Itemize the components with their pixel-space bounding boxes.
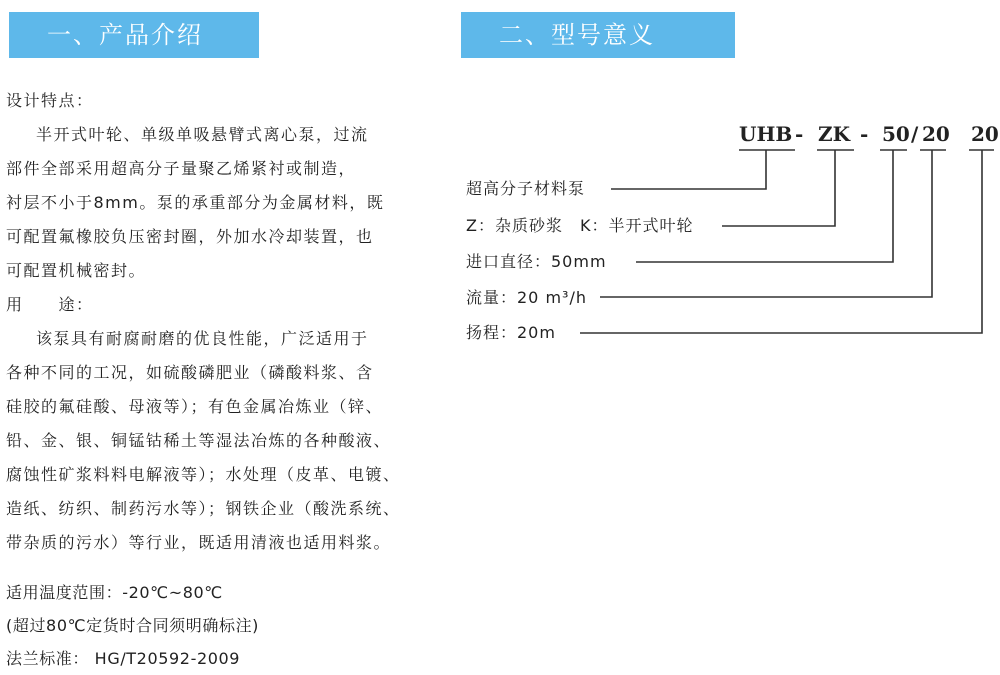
design-heading: 设计特点：	[6, 91, 94, 110]
code-flow: 20	[922, 122, 950, 146]
usage-line: 该泵具有耐腐耐磨的优良性能，广泛适用于	[36, 329, 369, 348]
leader-head	[580, 150, 982, 333]
usage-line: 各种不同的工况，如硫酸磷肥业（磷酸料浆、含	[6, 363, 374, 382]
model-label-flow: 流量：20 m³/h	[466, 288, 587, 307]
usage-line: 铅、金、银、铜锰钴稀土等湿法冶炼的各种酸液、	[6, 431, 392, 450]
tab-product-intro-label: 一、产品介绍	[47, 21, 203, 49]
code-slash: /	[911, 122, 919, 146]
design-line: 部件全部采用超高分子量聚乙烯紧衬或制造，	[6, 159, 357, 178]
design-line: 可配置氟橡胶负压密封圈，外加水冷却装置，也	[6, 227, 374, 246]
usage-line: 带杂质的污水）等行业，既适用清液也适用料浆。	[6, 533, 392, 552]
model-label-material: 超高分子材料泵	[466, 179, 586, 198]
model-label-impeller: Z：杂质砂浆 K：半开式叶轮	[466, 216, 694, 235]
code-uhb: UHB	[739, 122, 793, 146]
temperature-note: (超过80℃定货时合同须明确标注)	[6, 616, 260, 635]
design-line: 可配置机械密封。	[6, 261, 147, 280]
tab-model-meaning-label: 二、型号意义	[499, 21, 655, 49]
code-head: 20	[971, 122, 999, 146]
design-line: 衬层不小于8mm。泵的承重部分为金属材料，既	[6, 193, 385, 212]
model-label-head: 扬程：20m	[466, 323, 556, 342]
usage-heading: 用 途：	[6, 295, 94, 314]
flange-standard: 法兰标准： HG/T20592-2009	[6, 649, 241, 668]
design-line: 半开式叶轮、单级单吸悬臂式离心泵，过流	[36, 125, 369, 144]
code-zk: ZK	[818, 122, 850, 146]
model-label-diameter: 进口直径：50mm	[466, 252, 607, 271]
leader-impeller	[722, 150, 835, 226]
temperature-range: 适用温度范围：-20℃~80℃	[6, 583, 223, 602]
usage-line: 造纸、纺织、制药污水等）；钢铁企业（酸洗系统、	[6, 499, 401, 518]
code-dash: -	[860, 122, 869, 146]
usage-line: 硅胶的氟硅酸、母液等）；有色金属冶炼业（锌、	[6, 397, 384, 416]
leader-material	[611, 150, 766, 189]
usage-line: 腐蚀性矿浆料料电解液等）；水处理（皮革、电镀、	[6, 465, 401, 484]
leader-diameter	[636, 150, 893, 262]
code-diameter: 50	[882, 122, 910, 146]
code-dash: -	[795, 122, 804, 146]
